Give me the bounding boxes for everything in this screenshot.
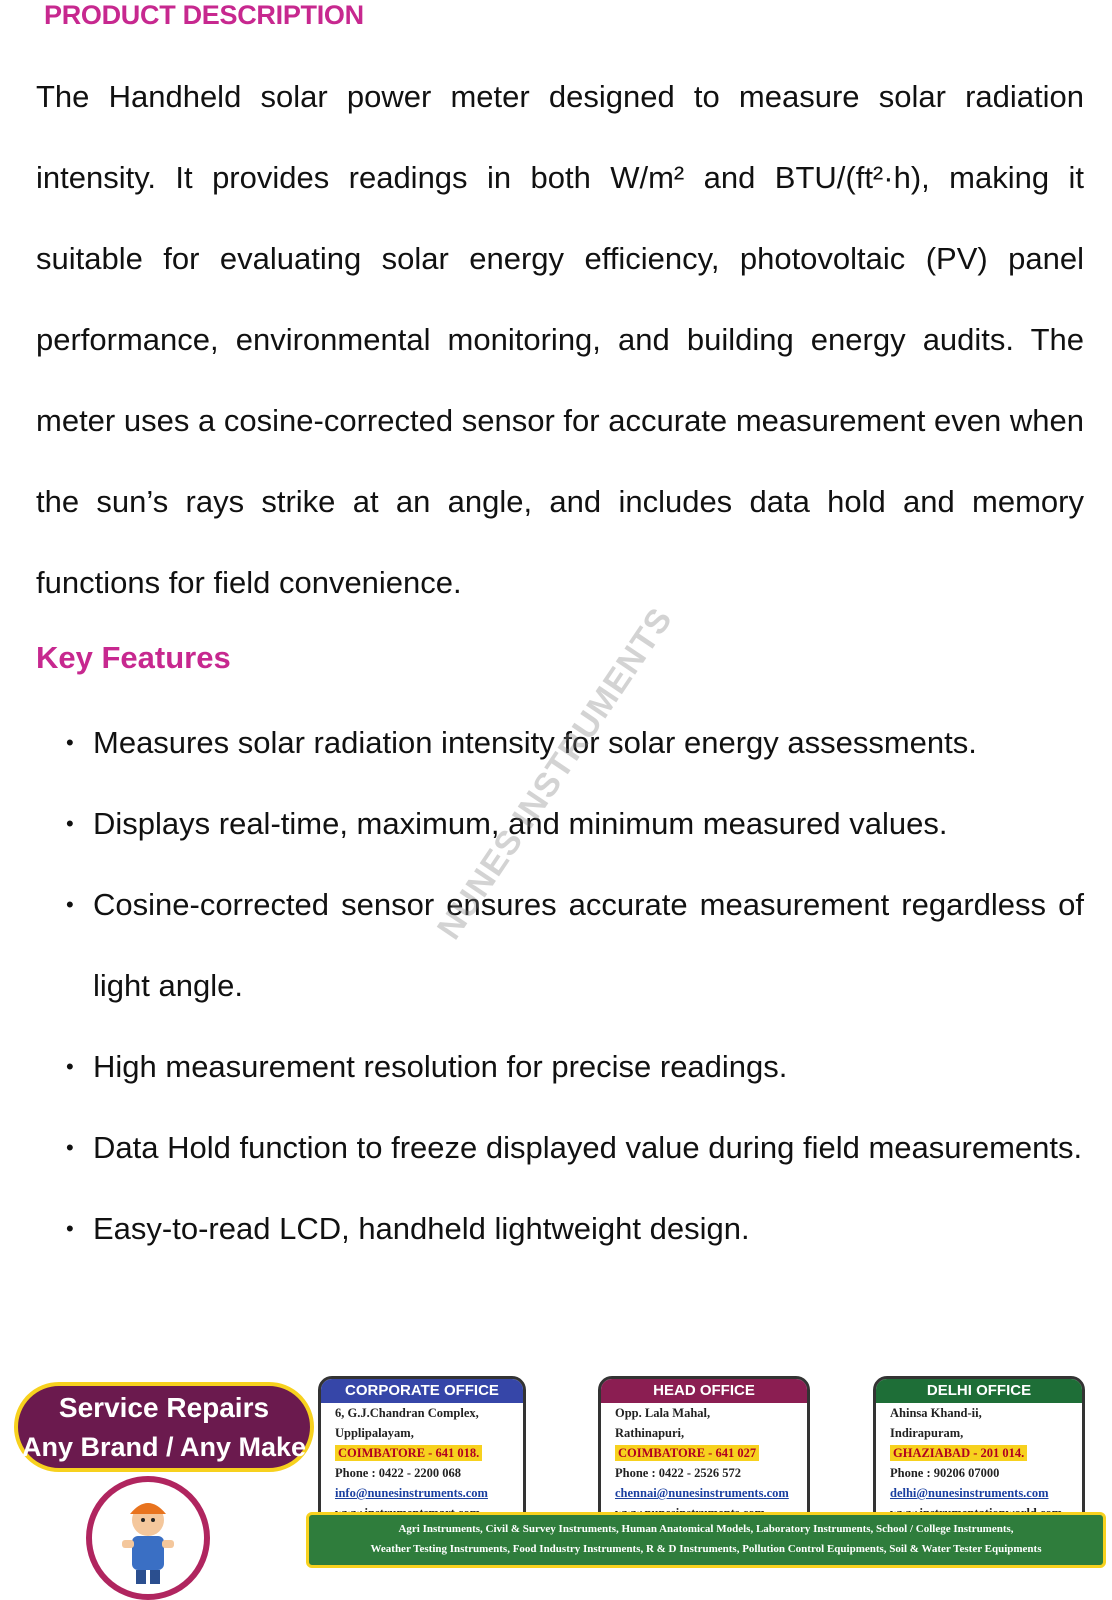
email-link[interactable]: chennai@nunesinstruments.com: [615, 1486, 789, 1500]
watermark: NUNES INSTRUMENTS: [430, 600, 681, 947]
address-line: Upplipalayam,: [335, 1426, 414, 1440]
feature-text: Cosine-corrected sensor ensures accurate measurement regardless of light angle.: [93, 887, 1084, 1003]
phone-number: Phone : 90206 07000: [890, 1466, 1000, 1480]
mechanic-icon: [92, 1482, 204, 1594]
service-line-1: Service Repairs: [58, 1392, 270, 1423]
key-features-heading: Key Features: [36, 640, 231, 675]
corporate-office-title: CORPORATE OFFICE: [321, 1379, 523, 1403]
banner-line-2: Weather Testing Instruments, Food Industry Instruments, R & D Instruments, Pollution Control Equipments, Soil & Water Tester Equipments: [370, 1543, 1042, 1555]
bullet-icon: •: [66, 811, 74, 836]
delhi-office-title: DELHI OFFICE: [876, 1379, 1082, 1403]
footer: [0, 1376, 1112, 1600]
address-line: 6, G.J.Chandran Complex,: [335, 1406, 479, 1420]
address-line: Opp. Lala Mahal,: [615, 1406, 711, 1420]
phone-number: Phone : 0422 - 2526 572: [615, 1466, 742, 1480]
feature-item: [36, 1107, 1084, 1188]
mascot-icon: [86, 1476, 210, 1600]
feature-text: Displays real-time, maximum, and minimum measured values.: [93, 806, 948, 841]
banner-line-1: Agri Instruments, Civil & Survey Instruments, Human Anatomical Models, Laboratory Instruments, School / College Instruments,: [398, 1523, 1014, 1535]
address-line: Indirapuram,: [890, 1426, 964, 1440]
bullet-icon: •: [66, 1054, 74, 1079]
delhi-office-card: [873, 1376, 1085, 1526]
email-link[interactable]: delhi@nunesinstruments.com: [890, 1486, 1049, 1500]
service-line-2: Any Brand / Any Make: [21, 1432, 307, 1462]
address-city: GHAZIABAD - 201 014.: [876, 1443, 1082, 1463]
feature-item: [36, 1188, 1084, 1269]
bullet-icon: •: [66, 1216, 74, 1241]
address-city: COIMBATORE - 641 027: [601, 1443, 807, 1463]
product-category-banner: [306, 1512, 1106, 1568]
product-description-heading: PRODUCT DESCRIPTION: [44, 0, 364, 30]
feature-item: [36, 1026, 1084, 1107]
address-line: Rathinapuri,: [615, 1426, 685, 1440]
feature-text: Easy-to-read LCD, handheld lightweight design.: [93, 1211, 750, 1246]
head-office-card: [598, 1376, 810, 1526]
phone-number: Phone : 0422 - 2200 068: [335, 1466, 462, 1480]
feature-text: High measurement resolution for precise readings.: [93, 1049, 788, 1084]
feature-text: Data Hold function to freeze displayed value during field measurements.: [93, 1130, 1083, 1165]
bullet-icon: •: [66, 892, 74, 917]
corporate-office-card: [318, 1376, 526, 1526]
feature-text: Measures solar radiation intensity for solar energy assessments.: [93, 725, 977, 760]
head-office-title: HEAD OFFICE: [601, 1379, 807, 1403]
address-city: COIMBATORE - 641 018.: [321, 1443, 523, 1463]
email-link[interactable]: info@nunesinstruments.com: [335, 1486, 488, 1500]
bullet-icon: •: [66, 1135, 74, 1160]
bullet-icon: •: [66, 730, 74, 755]
address-line: Ahinsa Khand-ii,: [890, 1406, 982, 1420]
product-description-text: The Handheld solar power meter designed to measure solar radiation intensity. It provides readings in both W/m² and BTU/(ft²·h), making it suitable for evaluating solar energy efficiency, photovoltaic (PV) panel performance, environmental monitoring, and building energy audits. The meter uses a cosine-corrected sensor for accurate measurement even when the sun’s rays strike at an angle, and includes data hold and memory functions for field convenience.: [36, 79, 1084, 600]
service-repairs-badge: [14, 1382, 314, 1472]
feature-item: [36, 864, 1084, 1026]
